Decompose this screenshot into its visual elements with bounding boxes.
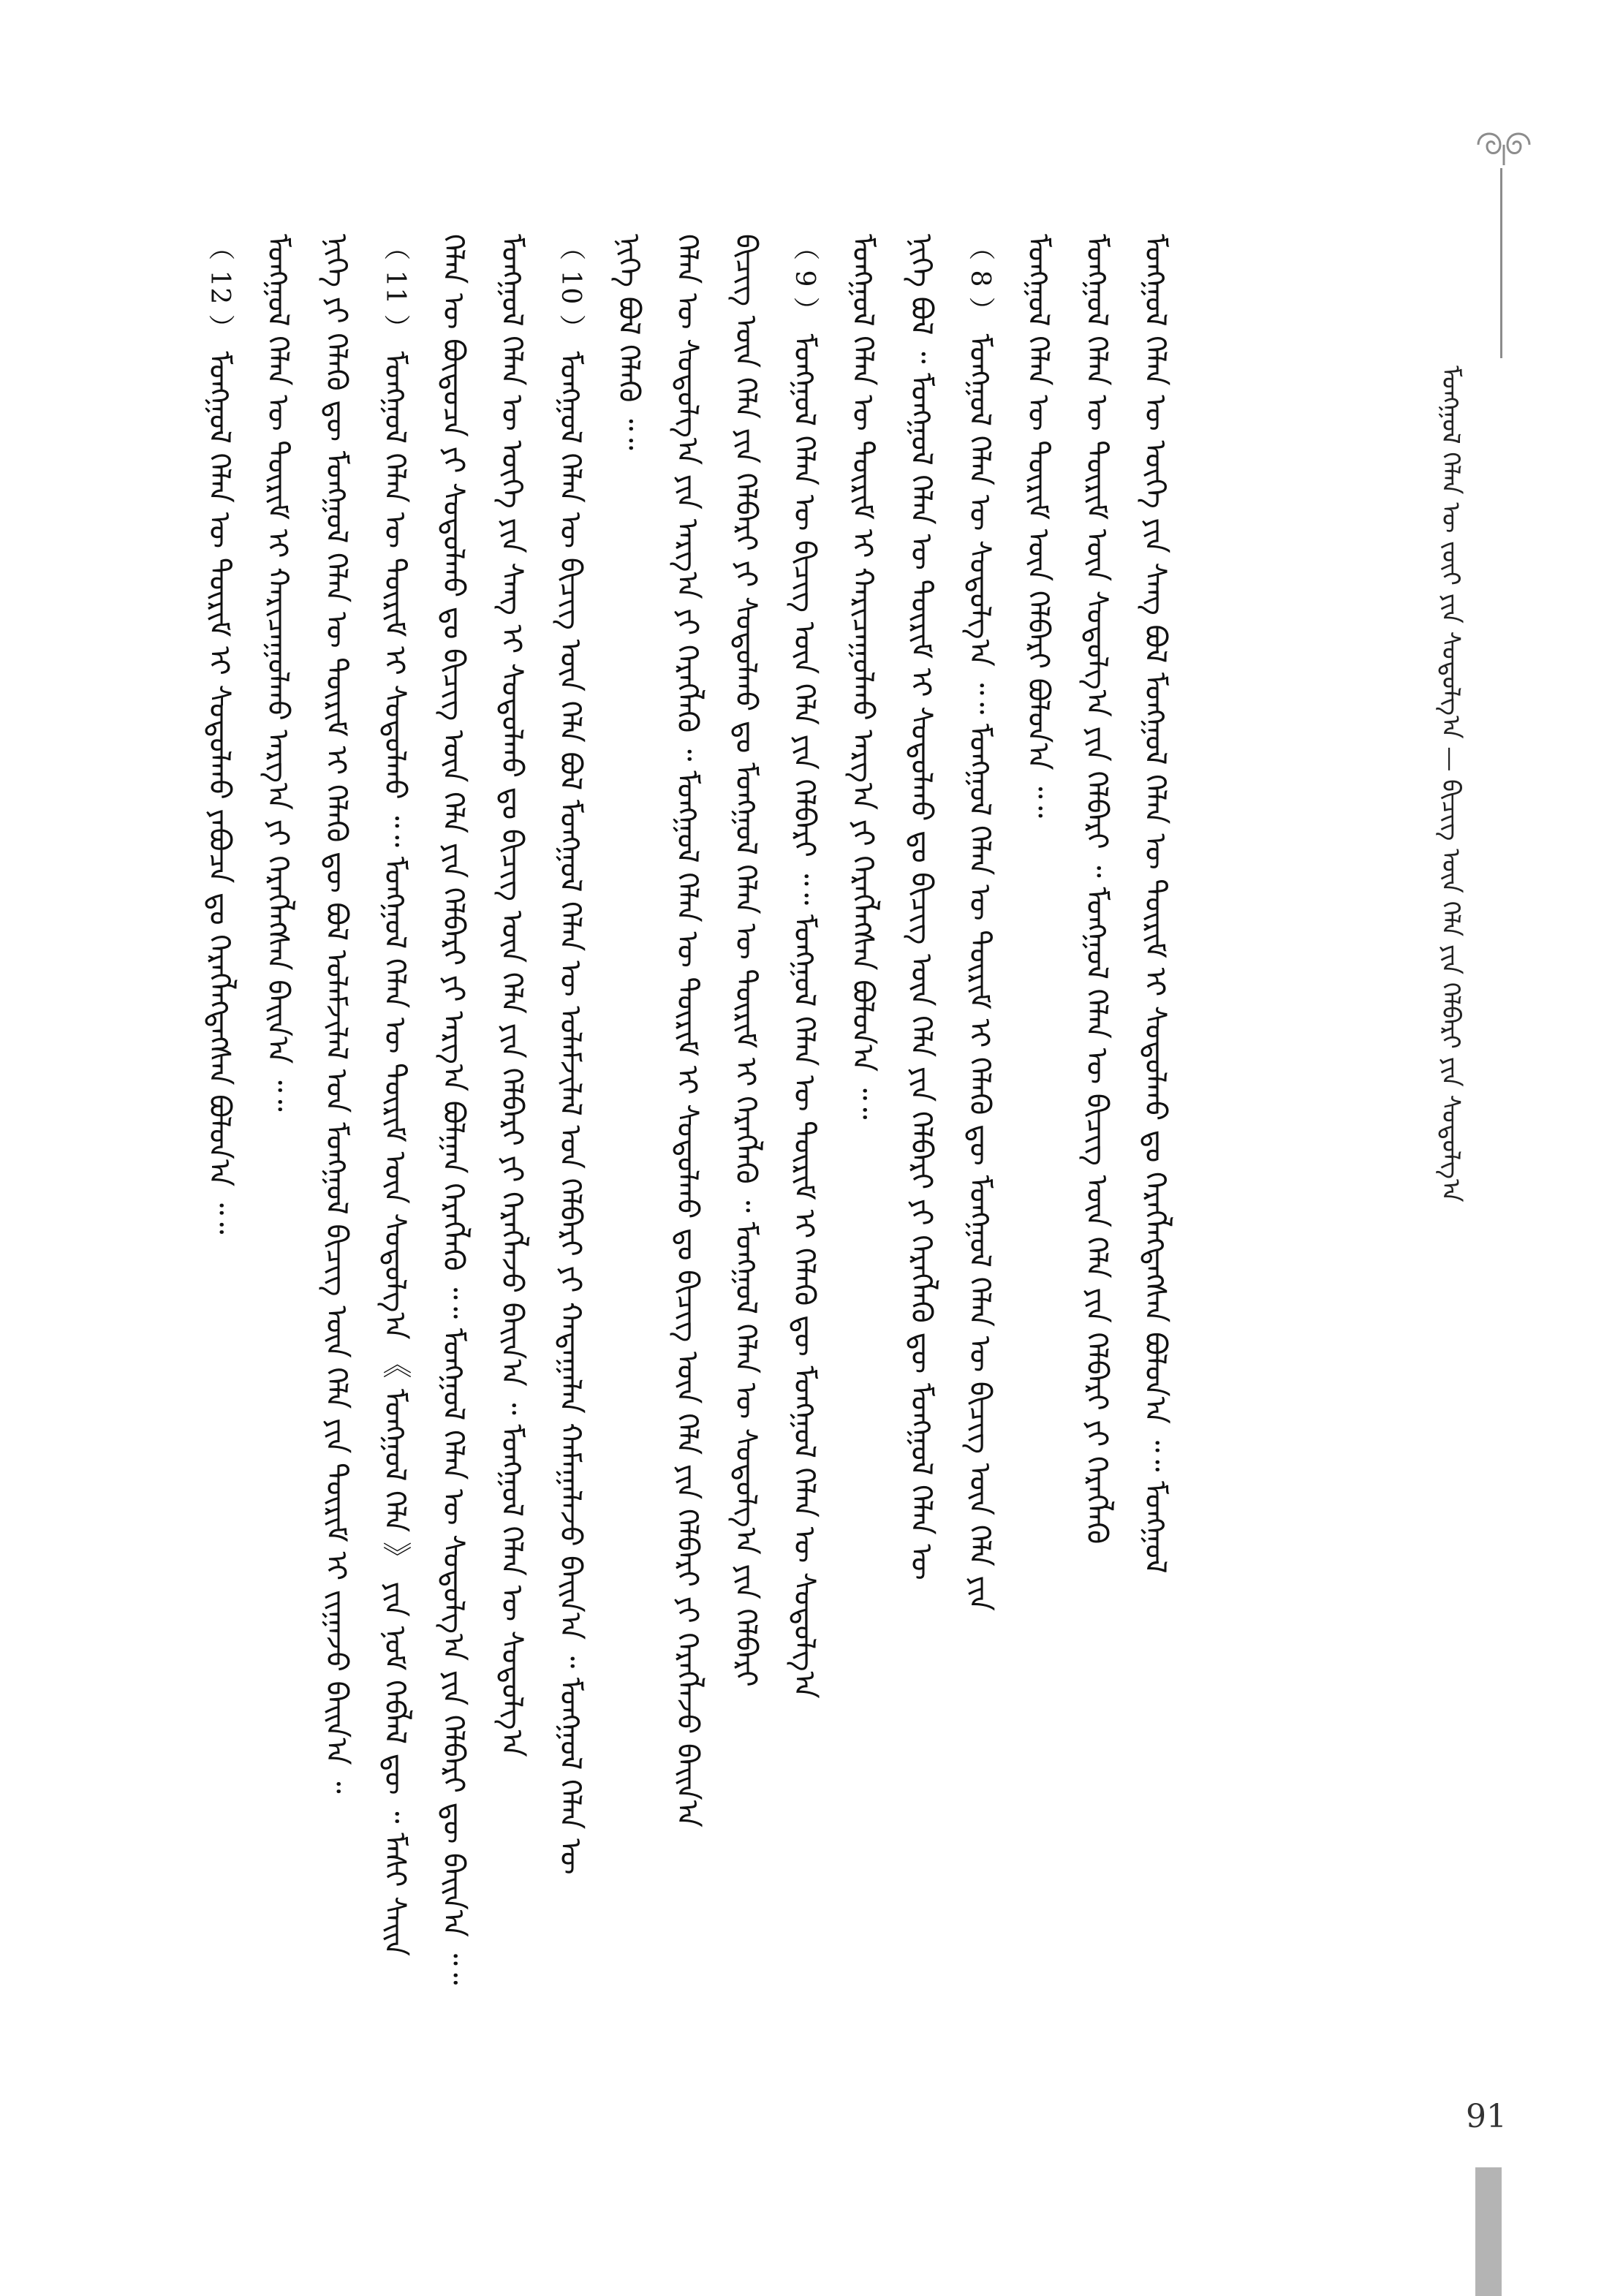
text-column xyxy=(537,234,596,2208)
footnote-number: （ 11 ） xyxy=(380,234,410,341)
text-column xyxy=(1064,234,1122,2208)
footnote-number: （ 8 ） xyxy=(965,234,995,324)
scroll-flourish-icon xyxy=(1471,123,1537,167)
column-text: ᠨᠢᠭᠡ ᠶᠢ ᠬᠡᠯᠡᠬᠦ ᠳᠦ ᠮᠣᠩᠭᠣᠯ ᠬᠡᠯᠡᠨ ᠦ ᠳᠦᠷᠢᠮ ᠢ ᠬᠡᠯᠡᠬᠦ ᠳᠦ ᠪᠣᠯ ᠤᠯᠠᠮᠵᠢᠯᠠᠯ ᠤᠨ ᠮᠣᠩᠭᠣᠯ ᠪᠢᠴᠢᠭ ᠦᠨ ᠬᠡᠯᠡ ᠶᠢᠨ ᠳᠦᠷᠢᠮ ᠢ ᠵᠢᠭᠠᠵᠤ ᠪᠠᠢᠨ᠎ᠠ ᠃ xyxy=(319,234,353,1794)
text-column xyxy=(303,234,362,2208)
column-text: ᠬᠡᠯᠡᠨ ᠦ ᠪᠦᠲᠦᠴᠡ ᠶᠢ ᠰᠤᠳᠤᠯᠬᠤ ᠳᠤ ᠪᠢᠴᠢᠭ ᠦᠨ ᠬᠡᠯᠡ ᠶᠢᠨ ᠬᠡᠯᠪᠡᠷᠢ ᠶᠢ ᠠᠷᠭ᠎ᠠ ᠪᠣᠯᠭᠠᠨ ᠬᠡᠷᠡᠭᠯᠡᠬᠦ ᠃᠃ ᠮᠣᠩᠭᠣᠯ ᠬᠡᠯᠡᠨ ᠦ ᠰᠤᠳᠤᠯᠭ᠎ᠠ ᠶᠢᠨ ᠬᠡᠯᠪᠡᠷᠢ ᠳᠦ ᠪᠠᠢᠨ᠎ᠠ ᠃᠃ xyxy=(436,234,470,1985)
column-text: ᠮᠣᠩᠭᠣᠯ ᠬᠡᠯᠡᠨ ᠦ ᠳᠦᠷᠢᠮ ᠢ ᠬᠠᠷᠢᠴᠠᠭᠤᠯᠬᠤ ᠠᠷᠭ᠎ᠠ ᠶᠢ ᠬᠡᠷᠡᠭᠯᠡᠭᠰᠡᠨ ᠪᠣᠯᠤᠨ᠎ᠠ ᠃᠃ xyxy=(846,234,879,1120)
column-text: ᠪᠢᠴᠢᠭ ᠦᠨ ᠬᠡᠯᠡ ᠶᠢᠨ ᠬᠡᠯᠪᠡᠷᠢ ᠶᠢ ᠰᠤᠳᠤᠯᠬᠤ ᠳᠤ ᠮᠣᠩᠭᠣᠯ ᠬᠡᠯᠡᠨ ᠦ ᠳᠦᠷᠢᠮ ᠢ ᠬᠡᠷᠡᠭᠯᠡᠬᠦ ᠃ ᠮᠣᠩᠭᠣᠯ ᠬᠡᠯᠡᠨ ᠦ ᠰᠤᠳᠤᠯᠭ᠎ᠠ ᠶᠢᠨ ᠬᠡᠯᠪᠡᠷᠢ xyxy=(729,234,763,1687)
column-text: ᠨᠢᠭᠡ ᠪᠣᠯ ᠃ ᠮᠣᠩᠭᠣᠯ ᠬᠡᠯᠡᠨ ᠦ ᠳᠦᠷᠢᠮ ᠢ ᠰᠤᠳᠤᠯᠬᠤ ᠳᠤ ᠪᠢᠴᠢᠭ ᠦᠨ ᠬᠡᠯᠡ ᠶᠢᠨ ᠬᠡᠯᠪᠡᠷᠢ ᠶᠢ ᠬᠡᠷᠡᠭᠯᠡᠬᠦ ᠳᠦ ᠮᠣᠩᠭᠣᠯ ᠬᠡᠯᠡᠨ ᠦ xyxy=(904,234,938,1580)
footnote-number: （ 10 ） xyxy=(556,234,586,341)
text-column xyxy=(420,234,479,2208)
text-column xyxy=(947,234,1005,2208)
text-column xyxy=(1122,234,1181,2208)
text-column xyxy=(830,234,888,2208)
text-block xyxy=(186,234,1181,2208)
running-header: ᠮᠣᠩᠭᠣᠯ ᠬᠡᠯᠡᠨ ᠦ ᠵᠦᠢ ᠶᠢᠨ ᠰᠤᠳᠤᠯᠭ᠎ᠠ — ᠪᠢᠴᠢᠭ᠌ ᠦᠨ ᠬᠡᠯᠡ ᠶᠢᠨ ᠬᠡᠯᠪᠡᠷᠢ ᠶᠢᠨ ᠰᠤᠳᠤᠯᠭ᠎ᠠ xyxy=(1436,365,1465,1202)
column-text: ᠬᠡᠯᠡᠨ ᠦ ᠰᠤᠳᠤᠯᠭ᠎ᠠ ᠶᠢᠨ ᠠᠷᠭ᠎ᠠ ᠶᠢ ᠬᠡᠷᠡᠭᠯᠡᠬᠦ ᠃ ᠮᠣᠩᠭᠣᠯ ᠬᠡᠯᠡᠨ ᠦ ᠳᠦᠷᠢᠮ ᠢ ᠰᠤᠳᠤᠯᠬᠤ ᠳᠤ ᠪᠢᠴᠢᠭ ᠦᠨ ᠬᠡᠯᠡ ᠶᠢᠨ ᠬᠡᠯᠪᠡᠷᠢ ᠶᠢ ᠬᠡᠷᠡᠭᠯᠡᠵᠦ ᠪᠠᠢᠨ᠎ᠠ xyxy=(670,234,704,1827)
header-ornament xyxy=(1471,123,1537,167)
text-column xyxy=(245,234,303,2208)
text-column xyxy=(362,234,420,2208)
column-text: ᠮᠣᠩᠭᠣᠯ ᠬᠡᠯᠡᠨ ᠦ ᠳᠦᠷᠢᠮ ᠦᠨ ᠬᠡᠯᠪᠡᠷᠢ ᠪᠣᠯᠤᠨ᠎ᠠ ᠃᠃ xyxy=(1021,234,1055,818)
text-column xyxy=(654,234,713,2208)
column-text: ᠮᠣᠩᠭᠣᠯ ᠬᠡᠯᠡᠨ ᠦ ᠳᠦᠷᠢᠮ ᠢ ᠬᠠᠷᠢᠴᠠᠭᠤᠯᠬᠤ ᠠᠷᠭ᠎ᠠ ᠶᠢ ᠬᠡᠷᠡᠭᠯᠡᠭᠰᠡᠨ ᠪᠠᠢᠨ᠎ᠠ ᠃᠃ xyxy=(261,234,295,1112)
text-column xyxy=(713,234,771,2208)
footnote-number: （ 12 ） xyxy=(205,234,235,341)
text-column xyxy=(186,234,245,2208)
text-column xyxy=(1005,234,1064,2208)
text-column xyxy=(888,234,947,2208)
text-column xyxy=(771,234,830,2208)
column-text: ᠮᠣᠩᠭᠣᠯ ᠬᠡᠯᠡᠨ ᠦ ᠰᠤᠳᠤᠯᠭ᠎ᠠ ᠃᠃ ᠮᠣᠩᠭᠣᠯ ᠬᠡᠯᠡᠨ ᠦ ᠳᠦᠷᠢᠮ ᠢ ᠬᠡᠯᠡᠬᠦ ᠳᠦ ᠮᠣᠩᠭᠣᠯ ᠬᠡᠯᠡᠨ ᠦ ᠪᠢᠴᠢᠭ ᠦᠨ ᠬᠡᠯᠡ ᠶᠢᠨ xyxy=(963,333,996,1611)
column-text: ᠮᠣᠩᠭᠣᠯ ᠬᠡᠯᠡᠨ ᠦ ᠦᠭᠡ ᠶᠢᠨ ᠰᠠᠩ ᠢ ᠰᠤᠳᠤᠯᠬᠤ ᠳᠤ ᠪᠢᠴᠢᠭ ᠦᠨ ᠬᠡᠯᠡ ᠶᠢᠨ ᠬᠡᠯᠪᠡᠷᠢ ᠶᠢ ᠬᠡᠷᠡᠭᠯᠡᠵᠦ ᠪᠠᠢᠨ᠎ᠠ ᠃ ᠮᠣᠩᠭᠣᠯ ᠬᠡᠯᠡᠨ ᠦ ᠰᠤᠳᠤᠯᠭ᠎ᠠ xyxy=(495,234,529,1757)
column-text: ᠮᠣᠩᠭᠣᠯ ᠬᠡᠯᠡᠨ ᠦ ᠦᠭᠡ ᠶᠢᠨ ᠰᠠᠩ ᠪᠣᠯ ᠮᠣᠩᠭᠣᠯ ᠬᠡᠯᠡᠨ ᠦ ᠳᠦᠷᠢᠮ ᠢ ᠰᠤᠳᠤᠯᠬᠤ ᠳᠤ ᠬᠡᠷᠡᠭᠯᠡᠭᠳᠡᠭᠰᠡᠨ ᠪᠣᠯᠤᠨ᠎ᠠ ᠃᠃ ᠮᠣᠩᠭᠣᠯ xyxy=(1138,234,1172,1574)
header-rule xyxy=(1500,168,1502,358)
text-column xyxy=(479,234,537,2208)
footnote-number: （ 9 ） xyxy=(790,234,820,324)
page-edge-tab xyxy=(1475,2167,1502,2296)
column-text: ᠮᠣᠩᠭᠣᠯ ᠬᠡᠯᠡᠨ ᠦ ᠳᠦᠷᠢᠮ ᠢ ᠰᠤᠳᠤᠯᠬᠤ ᠶᠠᠪᠤᠴᠠ ᠳᠤ ᠬᠡᠷᠡᠭᠯᠡᠭᠳᠡᠭᠰᠡᠨ ᠪᠤᠯᠤᠨ᠎ᠠ ᠃᠃ xyxy=(203,351,236,1235)
column-text: ᠨᠢᠭᠡ ᠪᠣᠯ ᠬᠡᠯᠡᠬᠦ ᠃᠃ xyxy=(612,234,646,450)
column-text: ᠮᠣᠩᠭᠣᠯ ᠬᠡᠯᠡᠨ ᠦ ᠳᠦᠷᠢᠮ ᠢ ᠰᠤᠳᠤᠯᠬᠤ ᠃᠃ ᠮᠣᠩᠭᠣᠯ ᠬᠡᠯᠡᠨ ᠦ ᠳᠦᠷᠢᠮ ᠦᠨ ᠰᠤᠳᠤᠯᠭ᠎ᠠ 《 ᠮᠣᠩᠭᠣᠯ ᠬᠡᠯᠡ 》 ᠶᠢᠨ ᠨᠣᠮ ᠬᠡᠪᠯᠡᠯ ᠳᠦ ᠃ ᠮᠠᠰᠢ ᠰᠠᠢᠨ xyxy=(378,351,412,1957)
page-number: 91 xyxy=(1466,2098,1507,2135)
column-text: ᠮᠣᠩᠭᠣᠯ ᠬᠡᠯᠡᠨ ᠦ ᠪᠢᠴᠢᠭ ᠦᠨ ᠬᠡᠯᠡ ᠶᠢᠨ ᠬᠡᠯᠪᠡᠷᠢ ᠃᠃ ᠮᠣᠩᠭᠣᠯ ᠬᠡᠯᠡᠨ ᠦ ᠳᠦᠷᠢᠮ ᠢ ᠬᠡᠯᠡᠬᠦ ᠳᠦ ᠮᠣᠩᠭᠣᠯ ᠬᠡᠯᠡᠨ ᠦ ᠰᠤᠳᠤᠯᠭ᠎ᠠ xyxy=(787,333,821,1699)
column-text: ᠮᠣᠩᠭᠣᠯ ᠬᠡᠯᠡᠨ ᠦ ᠪᠢᠴᠢᠭ ᠦᠨ ᠬᠡᠯᠡ ᠪᠣᠯ ᠮᠣᠩᠭᠣᠯ ᠬᠡᠯᠡᠨ ᠦ ᠤᠯᠠᠮᠵᠢᠯᠠᠯ ᠤᠨ ᠬᠡᠯᠪᠡᠷᠢ ᠶᠢ ᠬᠠᠳᠠᠭᠠᠯᠠᠨ ᠬᠠᠮᠠᠭᠠᠯᠠᠵᠤ ᠪᠠᠢᠨ᠎ᠠ ᠃ ᠮᠣᠩᠭᠣᠯ ᠬᠡᠯᠡᠨ ᠦ xyxy=(553,351,587,1875)
text-column xyxy=(596,234,654,2208)
column-text: ᠮᠣᠩᠭᠣᠯ ᠬᠡᠯᠡᠨ ᠦ ᠳᠦᠷᠢᠮ ᠦᠨ ᠰᠤᠳᠤᠯᠭ᠎ᠠ ᠶᠢᠨ ᠬᠡᠯᠪᠡᠷᠢ ᠃ ᠮᠣᠩᠭᠣᠯ ᠬᠡᠯᠡᠨ ᠦ ᠪᠢᠴᠢᠭ ᠦᠨ ᠬᠡᠯᠡ ᠶᠢᠨ ᠬᠡᠯᠪᠡᠷᠢ ᠶᠢ ᠬᠡᠷᠡᠭᠯᠡᠬᠦ xyxy=(1080,234,1113,1545)
